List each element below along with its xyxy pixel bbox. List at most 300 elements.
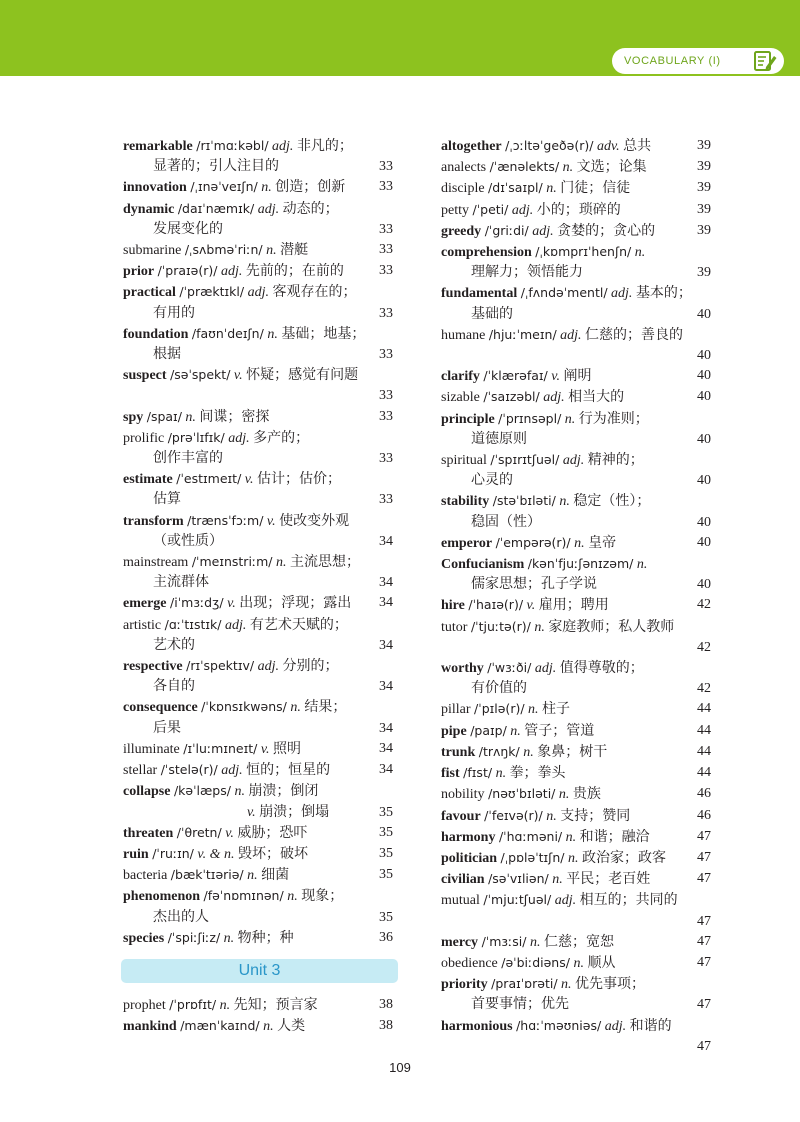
headword: analects [441,160,487,176]
entry-line-continued [441,346,711,366]
entry-text [441,932,614,953]
headword: disciple [441,181,485,197]
headword: prolific [123,430,165,446]
definition: 仁慈；宽恕 [543,934,614,950]
vocab-entry [441,157,711,178]
entry-text [123,240,308,261]
vocab-entry [441,409,711,450]
page-ref: 40 [697,577,711,593]
definition: 崩溃；倒闭 [248,784,319,800]
entry-line-continued [123,449,393,469]
entry-text [441,658,644,679]
page-ref: 39 [697,222,711,238]
definition-continued: 发展变化的 [153,221,223,237]
phonetic: /ˌkɒmprɪˈhenʃn/ [535,244,632,260]
entry-text [441,450,644,471]
headword: collapse [123,784,171,800]
phonetic: /stəˈbɪləti/ [492,493,556,509]
part-of-speech: n. [636,557,648,573]
phonetic: /ˈgriːdi/ [484,222,529,238]
definition: 基础；地基； [281,326,366,342]
part-of-speech: n. [223,930,235,946]
part-of-speech: n. [565,829,577,845]
entry-line-continued [123,386,393,406]
page-ref: 33 [379,347,393,363]
headword: politician [441,850,498,866]
page-ref: 44 [697,743,711,759]
vocab-entry [441,1016,711,1057]
entry-line [441,554,711,575]
entry-line-continued [123,490,393,510]
page-ref: 33 [379,179,393,195]
entry-line-continued [123,573,393,593]
part-of-speech: adj. [272,139,294,154]
headword: suspect [123,368,167,384]
definition-continued: 首要事情；优先 [471,997,569,1013]
vocab-entry [441,387,711,408]
page-ref: 34 [379,762,393,778]
page-ref: 39 [697,201,711,217]
part-of-speech: v. & n. [197,846,235,862]
part-of-speech: n. [234,784,245,800]
part-of-speech: adj. [257,659,279,675]
vocab-entry [441,721,711,742]
vocab-entry [123,844,393,865]
headword: prophet [123,997,166,1013]
headword: obedience [441,955,498,971]
entry-text [441,366,591,387]
phonetic: /spaɪ/ [146,408,182,424]
part-of-speech: n. [510,723,521,739]
entry-line-continued [123,304,393,324]
entry-line-continued [123,677,393,697]
definition: 创造；创新 [275,180,346,196]
headword: illuminate [123,741,180,757]
part-of-speech: adj. [220,264,243,280]
phonetic: /ˈspɪrɪtʃuəl/ [490,452,560,468]
entry-line [441,325,711,346]
definition: 估计；估价； [256,472,341,488]
phonetic: /ˈhɑːməni/ [498,828,563,844]
vocab-entry [123,739,393,760]
entry-text [441,1016,672,1037]
entry-text [123,995,318,1016]
headword: artistic [123,617,162,633]
definition-continued [247,803,329,823]
definition: 稳定（性）； [573,494,651,510]
entry-text [123,324,365,345]
definition-continued: 根据 [153,347,181,363]
part-of-speech: adj. [221,763,243,779]
part-of-speech: adj. [611,286,633,302]
definition: 相互的；共同的 [579,893,678,909]
headword: spiritual [441,453,487,469]
headword: petty [441,202,469,218]
vocab-entry [123,261,393,282]
headword: priority [441,977,488,993]
entry-line [123,739,393,760]
phonetic: /ˈkɒnsɪkwəns/ [201,699,287,715]
unit-heading-label: Unit 3 [238,961,281,979]
entry-line [441,450,711,471]
page-ref: 36 [379,929,393,945]
definition: 威胁；恐吓 [237,825,308,841]
part-of-speech: n. [287,889,298,905]
definition: 毁坏；破坏 [237,846,308,862]
definition: 仁慈的；善良的 [585,327,684,343]
page-ref: 38 [379,996,393,1012]
headword: estimate [123,472,173,488]
entry-text [441,200,621,221]
entry-text [123,407,269,428]
definition-continued: 基础的 [471,306,513,322]
phonetic: /ˌfʌndəˈmentl/ [520,285,608,301]
definition: 支持；赞同 [560,808,631,824]
phonetic: /kənˈfjuːʃənɪzəm/ [527,556,634,572]
definition: 皇帝 [588,535,617,551]
part-of-speech: n. [559,494,570,510]
page-ref: 33 [379,388,393,404]
entry-line-continued [441,679,711,699]
vocab-entry [123,552,393,593]
part-of-speech: n. [534,619,545,635]
part-of-speech: v. [225,825,234,841]
entry-text [441,554,647,575]
page-ref: 34 [379,575,393,591]
entry-text [441,763,566,784]
entry-text [441,890,678,911]
vocab-entry [441,742,711,763]
definition-continued: 理解力；领悟能力 [471,265,583,281]
entry-line [123,865,393,886]
part-of-speech: adj. [247,285,269,301]
part-of-speech: n. [267,326,278,342]
part-of-speech: v. [260,741,270,757]
entry-text [441,136,651,157]
vocab-entry [123,995,393,1016]
definition: 细菌 [261,868,290,884]
phonetic: /ˈestɪmeɪt/ [176,471,242,487]
definition: 阐明 [563,369,592,385]
definition: 使改变外观 [279,513,350,529]
entry-line [441,595,711,616]
headword: harmony [441,829,496,845]
entry-text [441,157,647,178]
entry-text [123,177,345,198]
phonetic: /ˈfeɪvə(r)/ [484,807,543,823]
entry-line [441,890,711,911]
definition: 文选；论集 [576,160,647,176]
entry-line-continued [123,636,393,656]
phonetic: /kəˈlæps/ [173,783,231,799]
part-of-speech: n. [266,243,277,259]
phonetic: /ˈθretn/ [176,824,222,840]
phonetic: /səˈvɪliən/ [488,871,549,887]
part-of-speech: v. [247,804,256,820]
definition: 非凡的； [296,139,353,154]
vocab-entry [441,450,711,491]
entry-line [441,136,711,157]
page-ref: 47 [697,849,711,865]
vocab-list-left [123,136,393,949]
part-of-speech: adv. [596,139,620,154]
page-ref: 46 [697,786,711,802]
phonetic: /ˈmjuːtʃuəl/ [483,892,552,908]
vocab-entry [441,806,711,827]
part-of-speech: v. [266,513,276,529]
definition: 恒的；恒星的 [246,763,331,779]
entry-text [123,615,348,636]
vocab-entry [123,928,393,949]
header-bar [0,0,800,76]
page-ref: 47 [697,913,711,929]
entry-text [123,844,308,865]
entry-text [441,848,666,869]
part-of-speech: adj. [560,327,582,343]
page-ref: 35 [379,824,393,840]
vocab-entry [441,325,711,366]
vocab-entry [441,366,711,387]
definition-continued: （或性质） [153,533,223,549]
part-of-speech: adj. [534,661,557,677]
entry-text [441,533,616,554]
phonetic: /ˈmɜːsi/ [481,933,527,949]
page-ref: 33 [379,451,393,467]
page-ref: 39 [697,180,711,196]
page-ref: 40 [697,431,711,447]
phonetic: /ˈpɪlə(r)/ [474,701,525,717]
phonetic: /hɑːˈməʊniəs/ [516,1017,602,1033]
definition: 柱子 [542,702,571,718]
headword: comprehension [441,245,532,261]
page-ref: 40 [697,534,711,550]
entry-text [441,953,615,974]
entry-text [123,823,307,844]
headword: nobility [441,787,485,803]
entry-text [123,365,358,386]
entry-line [441,869,711,890]
definition: 先前的；在前的 [245,264,344,280]
vocab-entry [441,221,711,242]
vocab-entry [123,407,393,428]
entry-line [441,806,711,827]
entry-line [441,763,711,784]
vocab-entry [441,136,711,157]
part-of-speech: v. [526,598,536,614]
entry-line [123,240,393,261]
part-of-speech: n. [263,1019,274,1035]
headword: mercy [441,934,479,950]
entry-line [441,491,711,512]
phonetic: /iˈmɜːdʒ/ [170,595,224,611]
definition: 和谐的 [629,1018,672,1034]
phonetic: /ˈwɜːði/ [487,660,532,676]
headword: respective [123,659,183,675]
phonetic: /ˈprɪnsəpl/ [498,410,562,426]
section-badge [612,48,784,74]
entry-line [441,242,711,263]
entry-text [123,136,353,157]
definition: 顺从 [587,955,616,971]
phonetic: /rɪˈmɑːkəbl/ [196,138,269,153]
definition: 值得尊敬的； [559,661,644,677]
part-of-speech: n. [523,744,534,760]
phonetic: /ˈpraɪə(r)/ [157,263,218,279]
definition: 管子；管道 [524,723,595,739]
definition: 政治家；政客 [582,850,667,866]
entry-line-continued [123,345,393,365]
vocab-entry [441,784,711,805]
entry-text [441,491,650,512]
page-ref: 44 [697,722,711,738]
headword: trunk [441,744,476,760]
headword: stability [441,494,490,510]
headword: greedy [441,223,482,239]
entry-line [441,221,711,242]
part-of-speech: n. [546,181,557,197]
entry-text [441,699,570,720]
entry-line [123,282,393,303]
page-ref: 47 [697,871,711,887]
headword: Confucianism [441,557,525,573]
entry-text [441,409,649,430]
vocab-entry [123,240,393,261]
phonetic: /trænsˈfɔːm/ [187,512,264,528]
definition: 家庭教师；私人教师 [548,619,675,635]
entry-line [123,261,393,282]
entry-line-continued [441,471,711,491]
entry-text [123,261,344,282]
headword: hire [441,598,465,614]
entry-line [441,617,711,638]
phonetic: /nəʊˈbɪləti/ [488,786,556,802]
definition: 怀疑；感觉有问题 [246,368,359,384]
phonetic: /ˈpræktɪkl/ [179,284,245,300]
phonetic: /rɪˈspektɪv/ [186,658,255,674]
page-ref: 47 [697,1038,711,1054]
page-ref: 47 [697,828,711,844]
entry-line [123,407,393,428]
part-of-speech: n. [219,997,231,1013]
page-number: 109 [389,1060,411,1075]
page-ref: 39 [697,159,711,175]
entry-text [123,739,301,760]
page-ref: 33 [379,492,393,508]
definition-continued: 艺术的 [153,637,195,653]
phonetic: /ˈpeti/ [472,201,509,217]
entry-line-continued [123,719,393,739]
entry-line [441,283,711,304]
entry-line-continued [123,908,393,928]
definition: 拳；拳头 [509,766,566,782]
entry-line [441,157,711,178]
phonetic: /ˈempərə(r)/ [495,534,571,550]
headword: sizable [441,390,480,406]
definition: 总共 [623,139,652,154]
vocab-entry [123,760,393,781]
page-ref: 35 [379,804,393,820]
page-ref: 47 [697,954,711,970]
part-of-speech: n. [546,808,557,824]
definition: 物种；种 [237,930,294,946]
entry-text [441,827,650,848]
part-of-speech: v. [244,472,254,488]
entry-line [123,928,393,949]
phonetic: /prəˈlɪfɪk/ [167,429,225,445]
page-ref: 33 [379,221,393,237]
part-of-speech: n. [574,535,585,551]
phonetic: /daɪˈnæmɪk/ [177,200,255,216]
entry-line [441,953,711,974]
headword: dynamic [123,201,175,217]
definition: 门徒；信徒 [560,181,631,197]
vocab-entry [441,283,711,324]
entry-text [441,742,607,763]
entry-line-continued [441,995,711,1015]
page-ref: 40 [697,389,711,405]
vocab-entry [123,324,393,365]
entry-line [441,974,711,995]
definition: 间谍；密探 [199,409,270,425]
phonetic: /ˈspiːʃiːz/ [167,929,221,945]
vocab-entry [123,511,393,552]
vocab-entry [123,615,393,656]
part-of-speech: n. [558,787,570,803]
part-of-speech: v. [233,368,243,384]
entry-line [441,409,711,430]
definition: 贪婪的；贪心的 [557,223,656,239]
definition-continued: 儒家思想；孔子学说 [471,577,597,593]
definition: 客观存在的； [272,285,357,301]
headword: fundamental [441,286,518,302]
definition-continued: 后果 [153,720,181,736]
definition-continued: 估算 [153,492,181,508]
definition: 相当大的 [568,390,625,406]
entry-line [441,1016,711,1037]
entry-line [441,200,711,221]
phonetic: /fəˈnɒmɪnən/ [203,888,284,904]
headword: emperor [441,535,493,551]
definition-continued: 主流群体 [153,575,209,591]
checklist-pencil-icon [752,49,778,73]
entry-text [123,511,349,532]
phonetic: /ˈstelə(r)/ [160,762,218,778]
entry-line [123,469,393,490]
vocab-entry [441,869,711,890]
vocab-entry [441,595,711,616]
entry-line [123,781,393,802]
headword: phenomenon [123,889,201,905]
vocab-entry [441,617,711,658]
phonetic: /praɪˈɒrəti/ [491,976,558,992]
vocab-entry [441,974,711,1015]
headword: favour [441,808,481,824]
entry-line [123,886,393,907]
page-ref: 40 [697,473,711,489]
vocab-entry [123,865,393,886]
definition-continued: 道德原则 [471,431,527,447]
page-ref: 40 [697,348,711,364]
definition-continued: 创作丰富的 [153,451,223,467]
vocab-entry [441,953,711,974]
phonetic: /paɪp/ [470,722,507,738]
definition: 象鼻；树干 [537,744,608,760]
phonetic: /ɑːˈtɪstɪk/ [164,616,222,632]
entry-text [123,1016,305,1037]
part-of-speech: v. [227,596,236,612]
phonetic: /fɪst/ [463,765,493,781]
entry-line [441,699,711,720]
